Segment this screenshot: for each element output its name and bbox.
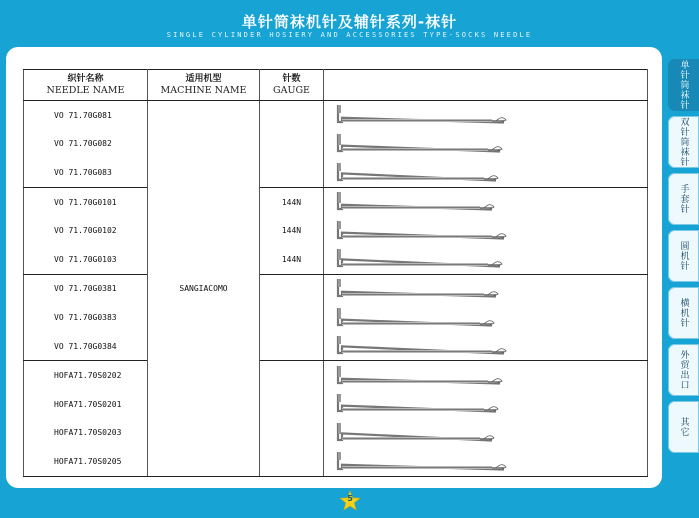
gauge-cell: 144N [260, 245, 324, 274]
table-row [24, 187, 648, 216]
needle-image-cell [324, 245, 648, 274]
needle-image-cell [324, 130, 648, 159]
gauge-cell [260, 303, 324, 332]
needle-table [23, 69, 648, 477]
needle-name-cell: VO 71.70G0103 [24, 245, 148, 274]
gauge-cell [260, 130, 324, 159]
header-gauge-en: GAUGE [273, 84, 310, 96]
needle-name-cell: VO 71.70G083 [24, 158, 148, 187]
category-tab-7[interactable]: 其它 [668, 401, 699, 453]
needle-image-cell [324, 361, 648, 390]
page-title: 单针筒袜机针及辅针系列-袜针 [241, 13, 458, 31]
needle-image-cell [324, 187, 648, 216]
table-row [24, 216, 648, 245]
header-machine-name [148, 70, 260, 101]
needle-image-cell [324, 101, 648, 130]
category-tab-4[interactable]: 圆机针 [668, 230, 699, 282]
table-header-row [24, 70, 648, 101]
needle-icon [334, 333, 524, 359]
needle-image-cell [324, 447, 648, 476]
needle-name-cell: VO 71.70G0383 [24, 303, 148, 332]
needle-image-cell [324, 332, 648, 361]
catalog-panel [6, 47, 662, 488]
needle-icon [334, 391, 524, 417]
needle-name-cell: VO 71.70G082 [24, 130, 148, 159]
needle-name-cell: HOFA71.70S0201 [24, 390, 148, 419]
table-row [24, 419, 648, 448]
header-image [324, 70, 648, 101]
needle-name-cell: HOFA71.70S0203 [24, 419, 148, 448]
needle-icon [334, 218, 524, 244]
table-row [24, 447, 648, 476]
header-machine-name-cn: 适用机型 [185, 73, 222, 84]
page-subtitle: SINGLE CYLINDER HOSIERY AND ACCESSORIES TYPE-SOCKS NEEDLE [166, 31, 533, 39]
machine-name-cell: SANGIACOMO [148, 101, 260, 477]
needle-name-cell: VO 71.70G0384 [24, 332, 148, 361]
header-gauge [260, 70, 324, 101]
needle-name-cell: VO 71.70G0101 [24, 187, 148, 216]
table-row [24, 390, 648, 419]
gauge-cell [260, 419, 324, 448]
needle-image-cell [324, 216, 648, 245]
needle-icon [334, 363, 524, 389]
needle-icon [334, 420, 524, 446]
header-needle-name-en: NEEDLE NAME [46, 84, 125, 96]
table-row [24, 158, 648, 187]
table-row [24, 130, 648, 159]
needle-name-cell: VO 71.70G0102 [24, 216, 148, 245]
category-tab-3[interactable]: 手套针 [668, 173, 699, 225]
table-row [24, 101, 648, 130]
header-machine-name-en: MACHINE NAME [160, 84, 247, 96]
needle-name-cell: HOFA71.70S0202 [24, 361, 148, 390]
needle-name-cell: VO 71.70G0381 [24, 274, 148, 303]
category-tab-5[interactable]: 横机针 [668, 287, 699, 339]
table-row [24, 361, 648, 390]
table-row [24, 303, 648, 332]
header-needle-name [24, 70, 148, 101]
needle-icon [334, 131, 524, 157]
gauge-cell [260, 390, 324, 419]
needle-icon [334, 102, 524, 128]
needle-icon [334, 449, 524, 475]
needle-icon [334, 276, 524, 302]
table-row [24, 245, 648, 274]
page-number: 5 [347, 494, 353, 503]
needle-image-cell [324, 274, 648, 303]
needle-icon [334, 189, 524, 215]
needle-icon [334, 160, 524, 186]
header-gauge-cn: 针数 [282, 73, 301, 84]
needle-image-cell [324, 419, 648, 448]
table-row [24, 332, 648, 361]
gauge-cell [260, 274, 324, 303]
gauge-cell [260, 361, 324, 390]
gauge-cell: 144N [260, 216, 324, 245]
gauge-cell: 144N [260, 187, 324, 216]
header-needle-name-cn: 织针名称 [67, 73, 104, 84]
needle-image-cell [324, 158, 648, 187]
table-row [24, 274, 648, 303]
category-tab-1[interactable]: 单针筒袜针 [668, 59, 699, 111]
category-tab-6[interactable]: 外贸出口 [668, 344, 699, 396]
gauge-cell [260, 332, 324, 361]
gauge-cell [260, 447, 324, 476]
needle-icon [334, 305, 524, 331]
gauge-cell [260, 101, 324, 130]
needle-name-cell: HOFA71.70S0205 [24, 447, 148, 476]
category-tab-2[interactable]: 双针筒袜针 [668, 116, 699, 168]
gauge-cell [260, 158, 324, 187]
needle-icon [334, 246, 524, 272]
needle-image-cell [324, 390, 648, 419]
needle-image-cell [324, 303, 648, 332]
needle-name-cell: VO 71.70G081 [24, 101, 148, 130]
